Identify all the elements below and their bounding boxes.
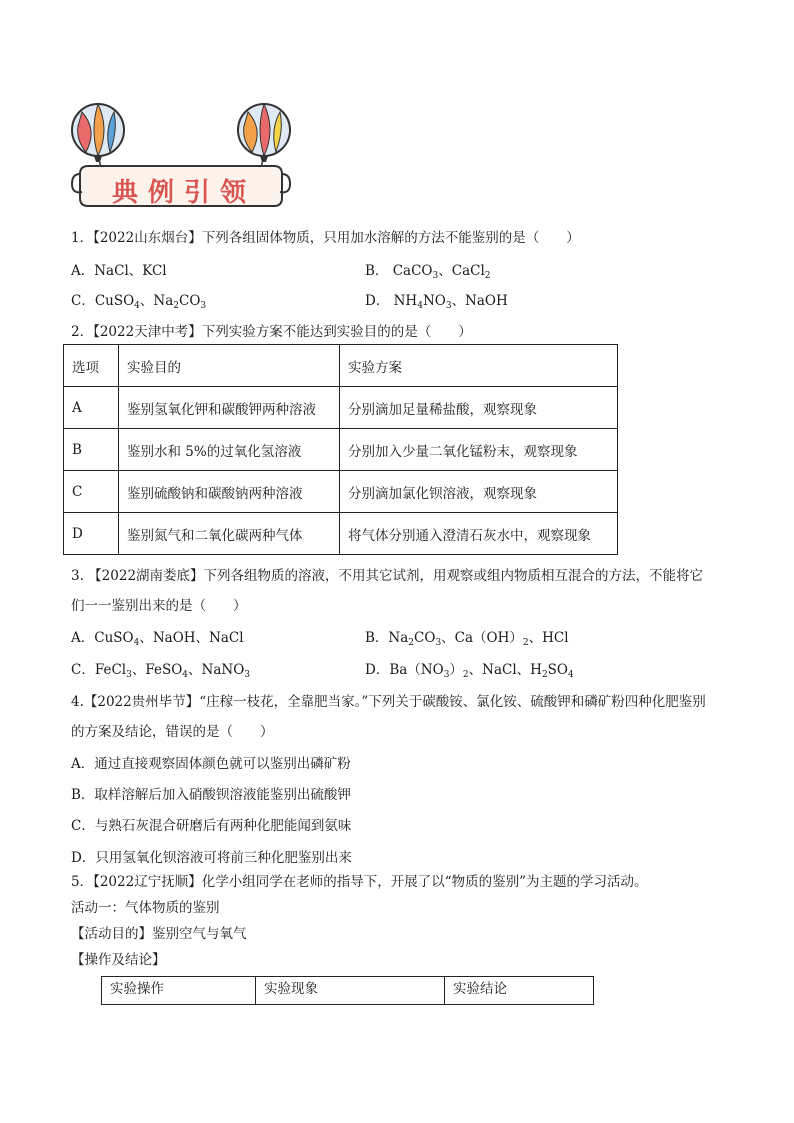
balloon-left-icon	[72, 104, 124, 172]
table-cell: 鉴别氢氧化钾和碳酸钾两种溶液	[119, 387, 340, 429]
q3-option-d: D．$Ba(NO_3)_2$、NaCl、$H_2SO_4$	[365, 662, 574, 680]
q5-activity: 活动一：气体物质的鉴别	[71, 900, 220, 916]
table-header-cell: 实验结论	[445, 977, 594, 1005]
q5-stem: 5．【2022辽宁抚顺】化学小组同学在老师的指导下，开展了以“物质的鉴别”为主题的学习活动。	[71, 874, 648, 890]
q4-option-a: A．通过直接观察固体颜色就可以鉴别出磷矿粉	[71, 756, 351, 772]
table-row	[64, 471, 618, 513]
q1-option-d: D． $NH_4NO_3$、NaOH	[365, 293, 508, 311]
q4-option-c: C．与熟石灰混合研磨后有两种化肥能闻到氨味	[71, 818, 352, 834]
table-cell: 分别滴加氯化钡溶液，观察现象	[340, 471, 618, 513]
q4-option-d: D．只用氢氧化钡溶液可将前三种化肥鉴别出来	[71, 850, 352, 866]
table-header-row	[64, 345, 618, 387]
table-header-row	[102, 977, 594, 1005]
q4-stem-line1: 4.【2022贵州毕节】“庄稼一枝花，全靠肥当家。”下列关于碳酸铵、氯化铵、硫酸钾和磷矿粉四种化肥鉴别	[71, 694, 706, 710]
q5-goal: 【活动目的】鉴别空气与氧气	[71, 926, 247, 942]
table-cell: 鉴别硫酸钠和碳酸钠两种溶液	[119, 471, 340, 513]
table-header-cell: 实验目的	[119, 345, 340, 387]
q3-option-b: B．$Na_2CO_3$、$Ca(OH)_2$、HCl	[365, 630, 569, 648]
table-cell: A	[64, 387, 119, 429]
table-row	[64, 513, 618, 555]
q1-option-a: A．NaCl、KCl	[71, 263, 167, 279]
q3-option-c: C．FeCl$_3$、FeSO$_4$、NaNO$_3$	[71, 662, 250, 680]
q3-stem-line2: 们一一鉴别出来的是（ ）	[71, 598, 247, 614]
table-header-cell: 实验现象	[256, 977, 445, 1005]
balloon-right-icon	[238, 104, 290, 172]
table-cell: C	[64, 471, 119, 513]
q4-option-b: B．取样溶解后加入硝酸钡溶液能鉴别出硫酸钾	[71, 787, 351, 803]
table-header-cell: 实验方案	[340, 345, 618, 387]
q1-option-c: C．CuSO$_4$、$Na_2CO_3$	[71, 293, 207, 311]
table-cell: D	[64, 513, 119, 555]
q3-stem-line1: 3. 【2022湖南娄底】下列各组物质的溶液，不用其它试剂，用观察或组内物质相互混合的方法，不能将它	[71, 568, 704, 584]
table-header-cell: 实验操作	[102, 977, 256, 1005]
q2-stem: 2．【2022天津中考】下列实验方案不能达到实验目的的是（ ）	[71, 324, 472, 340]
q5-table	[101, 976, 594, 1005]
table-cell: B	[64, 429, 119, 471]
q1-stem: 1．【2022山东烟台】下列各组固体物质，只用加水溶解的方法不能鉴别的是（ ）	[71, 230, 580, 246]
q3-option-a: A．CuSO$_4$、NaOH、NaCl	[71, 630, 244, 648]
q4-stem-line2: 的方案及结论，错误的是（ ）	[71, 724, 274, 740]
table-cell: 分别滴加足量稀盐酸，观察现象	[340, 387, 618, 429]
q5-ops-heading: 【操作及结论】	[71, 952, 166, 968]
banner-title: 典例引领	[112, 178, 257, 208]
q2-table	[63, 344, 618, 555]
table-header-cell: 选项	[64, 345, 119, 387]
table-cell: 分别加入少量二氧化锰粉末，观察现象	[340, 429, 618, 471]
table-row	[64, 387, 618, 429]
table-cell: 鉴别氮气和二氧化碳两种气体	[119, 513, 340, 555]
table-row	[64, 429, 618, 471]
table-cell: 将气体分别通入澄清石灰水中，观察现象	[340, 513, 618, 555]
q1-option-b: B． CaCO$_3$、CaCl$_2$	[365, 263, 491, 281]
table-cell: 鉴别水和 5%的过氧化氢溶液	[119, 429, 340, 471]
